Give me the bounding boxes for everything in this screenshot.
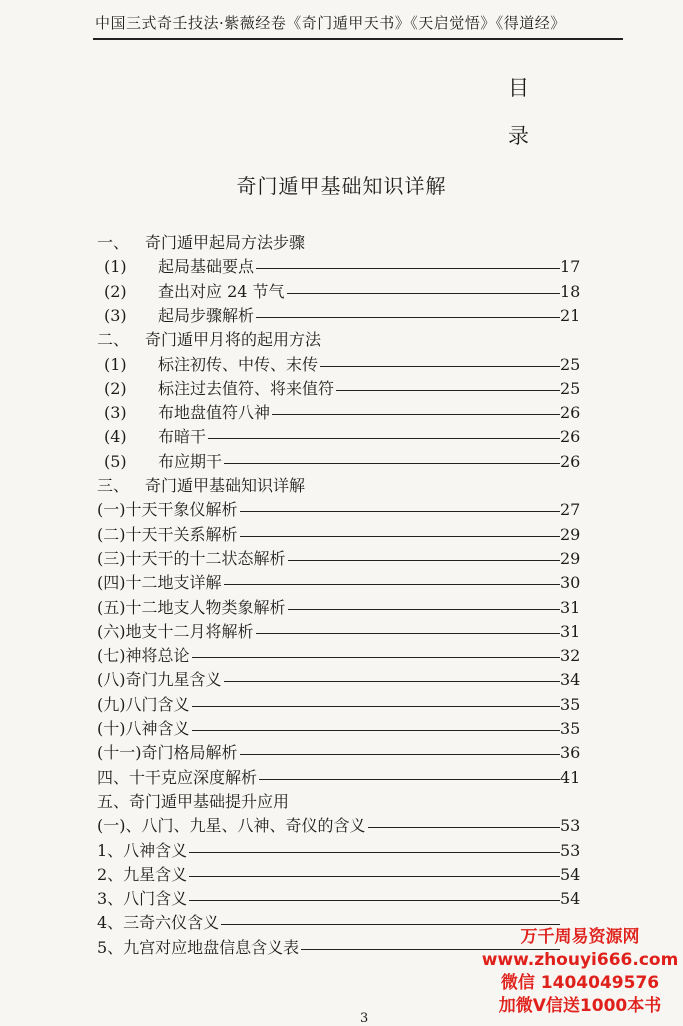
toc-entry-number: (3) xyxy=(104,403,127,423)
toc-entry xyxy=(0,571,683,595)
toc-leader-line xyxy=(189,876,560,877)
toc-entry-title: 标注过去值符、将来值符 xyxy=(158,378,335,398)
toc-leader-line xyxy=(208,438,560,439)
toc-entry xyxy=(0,693,683,717)
toc-leader-line xyxy=(189,900,560,901)
toc-entry xyxy=(0,790,683,814)
toc-leader-line xyxy=(189,852,560,853)
toc-entry-title: (十一)奇门格局解析 xyxy=(97,743,238,763)
watermark-line-2: www.zhouyi666.com xyxy=(481,950,679,970)
toc-entry xyxy=(0,450,683,474)
toc-entry-title: (一)、八门、九星、八神、奇仪的含义 xyxy=(97,816,366,836)
toc-entry-title: 2、九星含义 xyxy=(97,864,188,884)
toc-entry-title: (八)奇门九星含义 xyxy=(97,670,222,690)
toc-entry xyxy=(0,717,683,741)
toc-leader-line xyxy=(336,390,560,391)
toc-entry-page: 29 xyxy=(560,524,581,544)
toc-entry-number: (1) xyxy=(104,257,127,277)
toc-entry xyxy=(0,401,683,425)
watermark xyxy=(480,926,680,1018)
toc-entry-number: (1) xyxy=(104,354,127,374)
toc-entry xyxy=(0,887,683,911)
toc-entry xyxy=(0,377,683,401)
toc-entry-page: 34 xyxy=(560,670,581,690)
toc-entry-title: 五、奇门遁甲基础提升应用 xyxy=(97,791,290,811)
toc-entry-page: 29 xyxy=(560,548,581,568)
toc-entry xyxy=(0,231,683,255)
watermark-line-1: 万千周易资源网 xyxy=(520,927,640,947)
toc-leader-line xyxy=(256,633,560,634)
toc-leader-line xyxy=(192,706,560,707)
toc-entry-number: (3) xyxy=(104,305,127,325)
toc-entry-page: 25 xyxy=(560,378,581,398)
toc-leader-line xyxy=(288,560,560,561)
toc-entry-page: 53 xyxy=(560,840,581,860)
toc-entry-page: 31 xyxy=(560,597,581,617)
toc-entry xyxy=(0,328,683,352)
toc-entry xyxy=(0,353,683,377)
toc-entry-page: 21 xyxy=(560,305,581,325)
toc-entry xyxy=(0,620,683,644)
toc-entry-page: 27 xyxy=(560,500,581,520)
toc-entry-title: 标注初传、中传、末传 xyxy=(158,354,319,374)
toc-leader-line xyxy=(240,536,560,537)
watermark-line-3: 微信 1404049576 xyxy=(500,973,660,993)
toc-entry-title: 奇门遁甲基础知识详解 xyxy=(145,476,306,495)
toc-entry-title: (三)十天干的十二状态解析 xyxy=(97,548,286,568)
toc-entry-page: 18 xyxy=(560,281,581,301)
toc-entry-title: 4、三奇六仪含义 xyxy=(97,913,220,933)
toc-entry xyxy=(0,255,683,279)
toc-entry xyxy=(0,668,683,692)
toc-leader-line xyxy=(368,827,560,828)
toc-leader-line xyxy=(272,414,560,415)
page-number: 3 xyxy=(360,1011,369,1026)
toc-entry-page: 36 xyxy=(560,743,581,763)
toc-entry-page: 32 xyxy=(560,646,581,666)
toc-entry-title: (六)地支十二月将解析 xyxy=(97,621,254,641)
toc-entry-number: 三、 xyxy=(97,476,130,495)
contents-title-char-2: 录 xyxy=(508,124,529,148)
toc-leader-line xyxy=(192,657,560,658)
toc-entry-page: 54 xyxy=(560,864,581,884)
toc-entry-page: 30 xyxy=(560,573,581,593)
toc-entry-page: 35 xyxy=(560,719,581,738)
toc-leader-line xyxy=(256,268,560,269)
toc-entry-page: 31 xyxy=(560,621,581,641)
toc-entry xyxy=(0,766,683,790)
toc-entry xyxy=(0,814,683,838)
toc-leader-line xyxy=(240,754,560,755)
toc-entry-page: 35 xyxy=(560,694,581,714)
toc-entry-title: 起局基础要点 xyxy=(158,257,255,277)
toc-entry-page: 26 xyxy=(560,427,581,447)
toc-leader-line xyxy=(288,609,560,610)
toc-entry-number: (5) xyxy=(104,451,127,471)
toc-entry xyxy=(0,523,683,547)
toc-entry-title: 奇门遁甲月将的起用方法 xyxy=(145,330,322,350)
toc-entry-page: 53 xyxy=(560,816,581,836)
toc-entry-title: (五)十二地支人物类象解析 xyxy=(97,597,286,617)
toc-entry-title: (七)神将总论 xyxy=(97,646,190,666)
toc-entry-title: 1、八神含义 xyxy=(97,840,188,860)
toc-entry xyxy=(0,741,683,765)
toc-entry xyxy=(0,280,683,304)
toc-entry-number: 一、 xyxy=(97,233,130,252)
main-title: 奇门遁甲基础知识详解 xyxy=(236,174,447,198)
toc-leader-line xyxy=(256,317,560,318)
toc-entry-title: 奇门遁甲起局方法步骤 xyxy=(145,233,306,252)
toc-entry xyxy=(0,547,683,571)
watermark-line-4: 加微V信送1000本书 xyxy=(498,996,662,1016)
toc-entry-title: (四)十二地支详解 xyxy=(97,573,222,593)
toc-entry-number: (2) xyxy=(104,281,127,301)
running-header: 中国三式奇壬技法·紫薇经卷《奇门遁甲天书》《天启觉悟》《得道经》 xyxy=(95,14,566,32)
toc-entry xyxy=(0,863,683,887)
toc-entry xyxy=(0,644,683,668)
toc-entry-title: (九)八门含义 xyxy=(97,694,190,714)
toc-leader-line xyxy=(259,779,560,780)
toc-entry-title: 5、九宫对应地盘信息含义表 xyxy=(97,937,300,957)
toc-leader-line xyxy=(320,366,560,367)
toc-entry xyxy=(0,596,683,620)
toc-entry-title: (二)十天干关系解析 xyxy=(97,524,238,544)
toc-entry xyxy=(0,425,683,449)
toc-entry-number: 二、 xyxy=(97,330,130,350)
toc-entry-title: (一)十天干象仪解析 xyxy=(97,500,238,520)
toc-entry-title: 布应期干 xyxy=(158,451,223,471)
toc-leader-line xyxy=(224,584,560,585)
toc-leader-line xyxy=(224,681,560,682)
toc-entry xyxy=(0,474,683,498)
toc-entry-title: 布地盘值符八神 xyxy=(158,403,271,423)
toc-entry-number: (4) xyxy=(104,427,127,447)
toc-entry-page: 26 xyxy=(560,451,581,471)
toc-entry-title: 布暗干 xyxy=(158,427,207,447)
toc-leader-line xyxy=(240,511,560,512)
toc-entry-title: 起局步骤解析 xyxy=(158,305,255,325)
toc-entry xyxy=(0,839,683,863)
toc-leader-line xyxy=(192,730,560,731)
toc-entry-page: 54 xyxy=(560,889,581,909)
toc-entry-page: 17 xyxy=(560,257,581,277)
toc-leader-line xyxy=(224,463,560,464)
toc-entry-title: 查出对应 24 节气 xyxy=(158,281,285,301)
toc-leader-line xyxy=(287,293,560,294)
toc-entry-number: (2) xyxy=(104,378,127,398)
toc-entry-title: 四、十干克应深度解析 xyxy=(97,767,258,787)
toc-entry xyxy=(0,304,683,328)
toc-entry-page: 25 xyxy=(560,354,581,374)
toc-entry-title: (十)八神含义 xyxy=(97,719,190,738)
contents-title-char-1: 目 xyxy=(508,76,529,100)
toc-entry-page: 41 xyxy=(560,767,581,787)
toc-entry xyxy=(0,498,683,522)
toc-entry-title: 3、八门含义 xyxy=(97,889,188,909)
toc-entry-page: 26 xyxy=(560,403,581,423)
